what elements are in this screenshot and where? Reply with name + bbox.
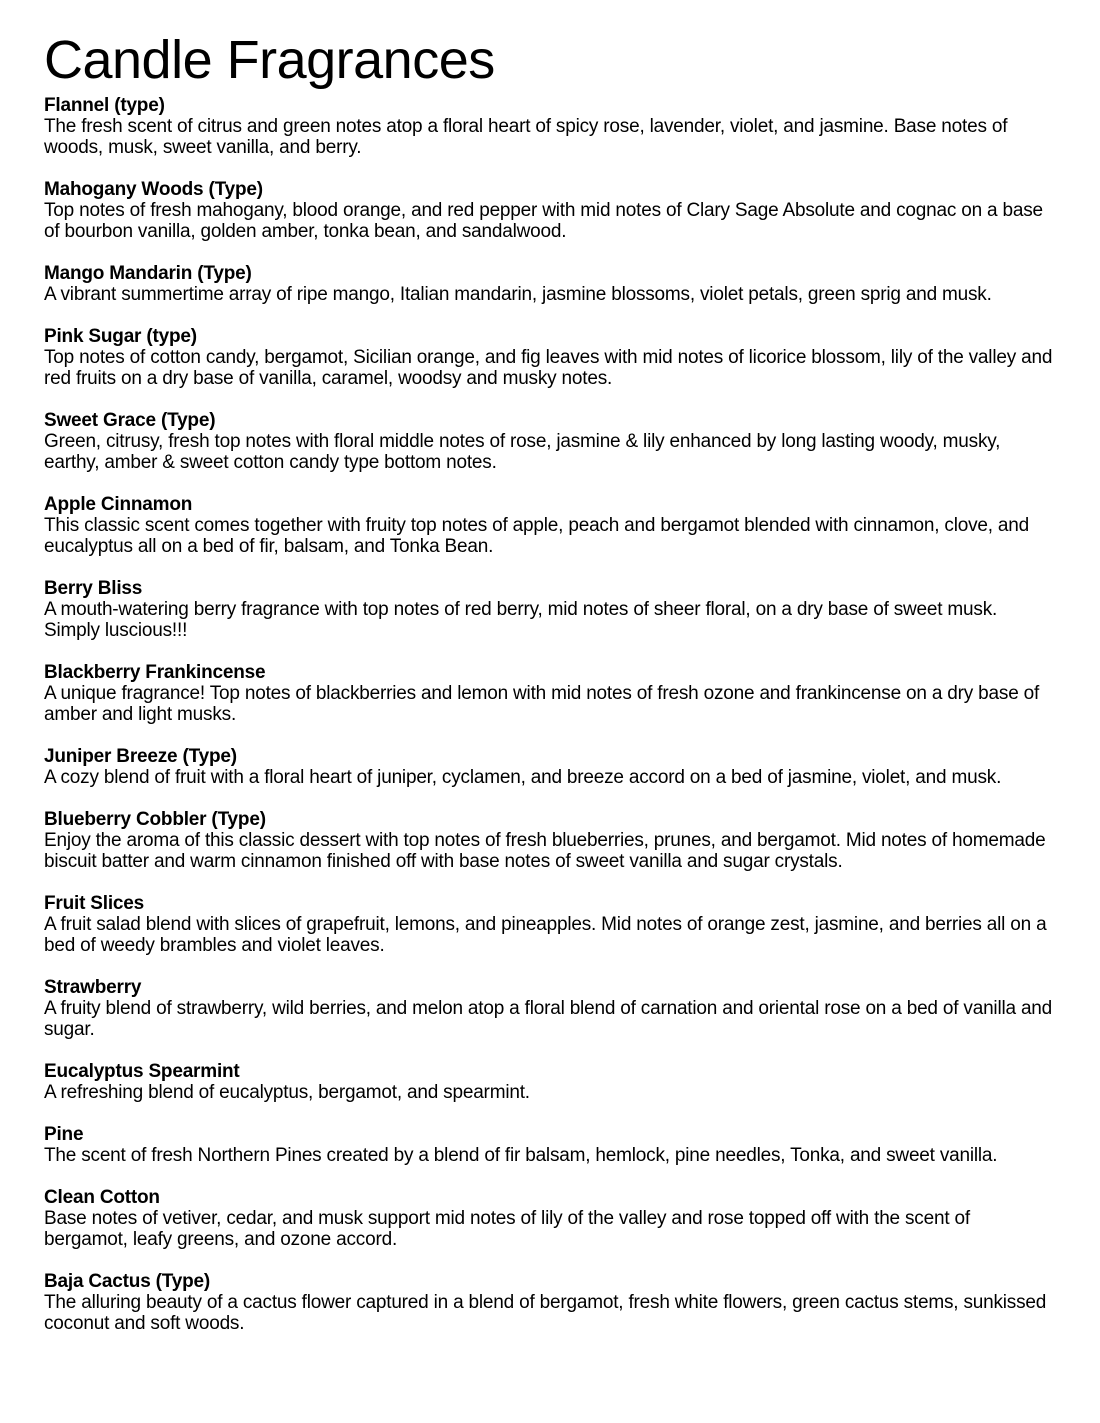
fragrance-name: Apple Cinnamon	[44, 494, 193, 516]
fragrance-section	[44, 746, 1054, 788]
fragrance-description: A vibrant summertime array of ripe mango, Italian mandarin, jasmine blossoms, violet petals, green sprig and musk.	[44, 284, 992, 306]
fragrance-description: Base notes of vetiver, cedar, and musk support mid notes of lily of the valley and rose topped off with the scent of bergamot, leafy greens, and ozone accord.	[44, 1208, 976, 1251]
fragrance-name: Clean Cotton	[44, 1187, 160, 1209]
fragrance-description: A mouth-watering berry fragrance with top notes of red berry, mid notes of sheer floral, on a dry base of sweet musk. Simply luscious!!!	[44, 599, 1008, 642]
fragrance-name: Mango Mandarin (Type)	[44, 263, 252, 285]
fragrance-description: Top notes of fresh mahogany, blood orange, and red pepper with mid notes of Clary Sage Absolute and cognac on a base of bourbon vanilla, golden amber, tonka bean, and sandalwood.	[44, 200, 1048, 243]
fragrance-section	[44, 494, 1054, 557]
fragrance-section	[44, 179, 1054, 242]
fragrance-description: A cozy blend of fruit with a floral heart of juniper, cyclamen, and breeze accord on a bed of jasmine, violet, and musk.	[44, 767, 1002, 789]
fragrance-section	[44, 578, 1054, 641]
fragrance-section	[44, 662, 1054, 725]
fragrance-name: Juniper Breeze (Type)	[44, 746, 237, 768]
fragrance-section	[44, 1187, 1054, 1250]
fragrance-section	[44, 809, 1054, 872]
fragrance-list	[44, 95, 1058, 1335]
fragrance-section	[44, 1124, 1054, 1166]
fragrance-section	[44, 977, 1058, 1041]
fragrance-description: A fruity blend of strawberry, wild berries, and melon atop a floral blend of carnation and oriental rose on a bed of vanilla and sugar.	[44, 998, 1058, 1041]
fragrance-description: A refreshing blend of eucalyptus, bergamot, and spearmint.	[44, 1082, 530, 1104]
fragrance-section	[44, 326, 1058, 390]
fragrance-name: Flannel (type)	[44, 95, 165, 117]
fragrance-name: Baja Cactus (Type)	[44, 1271, 211, 1293]
fragrance-section	[44, 1061, 1054, 1103]
fragrance-description: This classic scent comes together with fruity top notes of apple, peach and bergamot blended with cinnamon, clove, and eucalyptus all on a bed of fir, balsam, and Tonka Bean.	[44, 515, 1035, 558]
fragrance-description: A fruit salad blend with slices of grapefruit, lemons, and pineapples. Mid notes of orange zest, jasmine, and berries all on a bed of weedy brambles and violet leaves.	[44, 914, 1052, 957]
fragrance-name: Berry Bliss	[44, 578, 143, 600]
fragrance-name: Blackberry Frankincense	[44, 662, 266, 684]
fragrance-name: Eucalyptus Spearmint	[44, 1061, 240, 1083]
fragrance-description: Enjoy the aroma of this classic dessert with top notes of fresh blueberries, prunes, and bergamot. Mid notes of homemade biscuit batter and warm cinnamon finished off with base notes of sweet vanilla and sugar crystals.	[44, 830, 1051, 873]
fragrance-name: Fruit Slices	[44, 893, 145, 915]
fragrance-description: The fresh scent of citrus and green notes atop a floral heart of spicy rose, lavender, violet, and jasmine. Base notes of woods, musk, sweet vanilla, and berry.	[44, 116, 1013, 159]
fragrance-description: A unique fragrance! Top notes of blackberries and lemon with mid notes of fresh ozone and frankincense on a dry base of amber and light musks.	[44, 683, 1045, 726]
fragrance-name: Strawberry	[44, 977, 142, 999]
fragrance-name: Pine	[44, 1124, 84, 1146]
page-title: Candle Fragrances	[44, 30, 495, 90]
fragrance-description: Top notes of cotton candy, bergamot, Sicilian orange, and fig leaves with mid notes of licorice blossom, lily of the valley and red fruits on a dry base of vanilla, caramel, woodsy and musky notes.	[44, 347, 1058, 390]
fragrance-section	[44, 1271, 1054, 1334]
fragrance-name: Blueberry Cobbler (Type)	[44, 809, 266, 831]
fragrance-section	[44, 410, 1054, 473]
fragrance-section	[44, 263, 1054, 305]
fragrance-name: Mahogany Woods (Type)	[44, 179, 263, 201]
fragrance-name: Sweet Grace (Type)	[44, 410, 216, 432]
fragrance-name: Pink Sugar (type)	[44, 326, 197, 348]
fragrance-description: The scent of fresh Northern Pines created by a blend of fir balsam, hemlock, pine needles, Tonka, and sweet vanilla.	[44, 1145, 998, 1167]
fragrance-section	[44, 95, 1054, 158]
fragrance-description: The alluring beauty of a cactus flower captured in a blend of bergamot, fresh white flowers, green cactus stems, sunkissed coconut and soft woods.	[44, 1292, 1052, 1335]
fragrance-section	[44, 893, 1054, 956]
fragrance-description: Green, citrusy, fresh top notes with floral middle notes of rose, jasmine & lily enhanced by long lasting woody, musky, earthy, amber & sweet cotton candy type bottom notes.	[44, 431, 1006, 474]
